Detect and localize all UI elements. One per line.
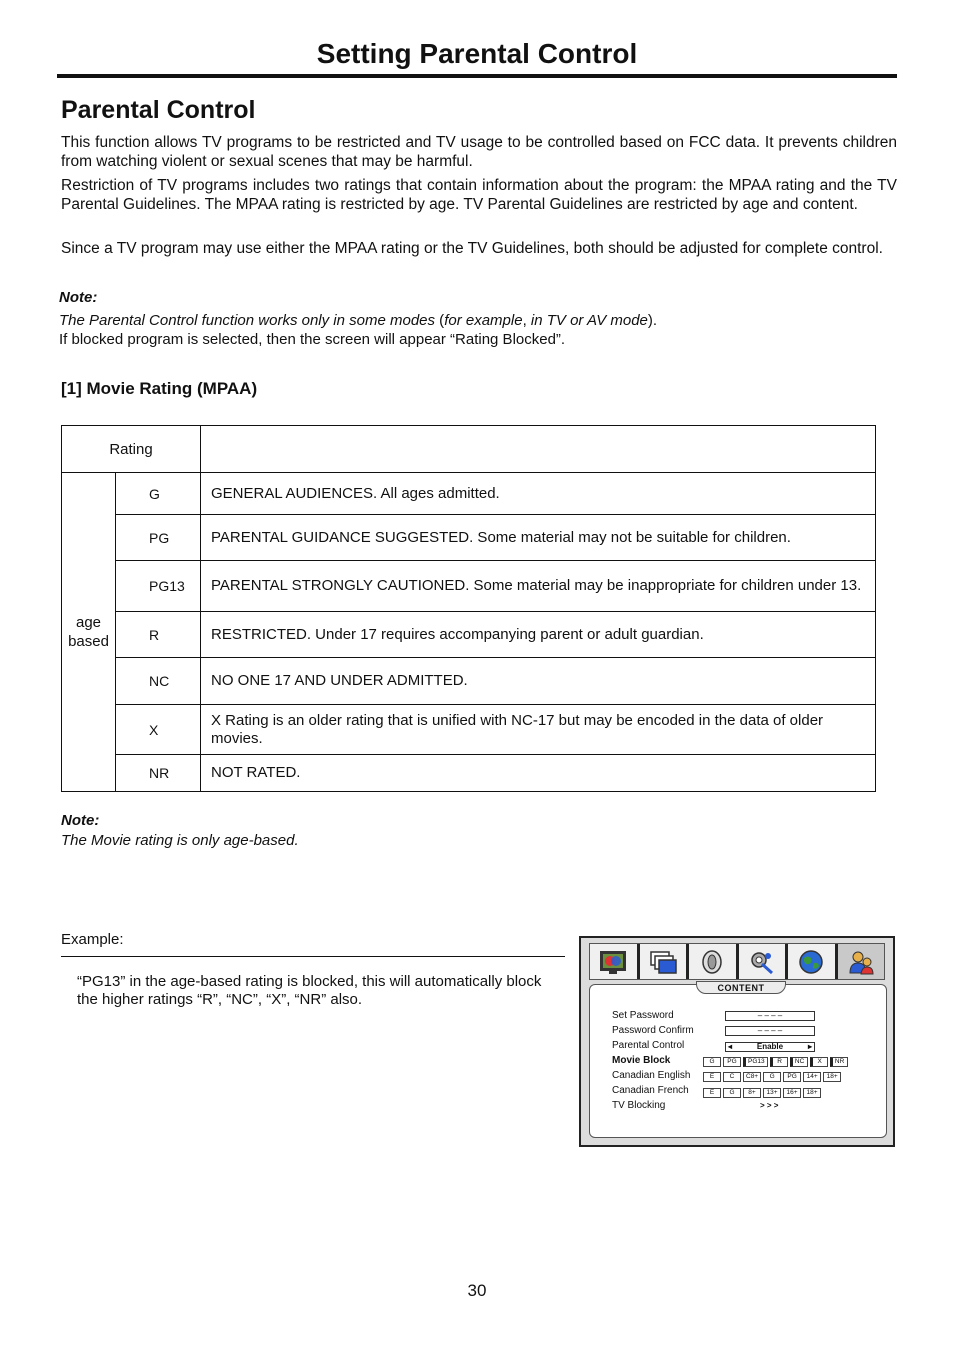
table-row (62, 561, 876, 612)
osd-parental-control-selector[interactable] (725, 1042, 815, 1052)
osd-content-tab[interactable]: CONTENT (696, 981, 786, 994)
example-text: “PG13” in the age-based rating is blocked, this will automatically block the higher ratings “R”, “NC”, “X”, “NR” also. (77, 973, 542, 1008)
movie-chip[interactable]: G (703, 1057, 721, 1067)
note-line-1: The Parental Control function works only in some modes (for example, in TV or AV mode). (59, 312, 658, 329)
can-french-chip[interactable]: G (723, 1088, 741, 1098)
can-french-chip[interactable]: 18+ (803, 1088, 821, 1098)
intro-paragraph-3: Since a TV program may use either the MPAA rating or the TV Guidelines, both should be adjusted for complete control. (61, 240, 883, 257)
can-english-chip[interactable]: C (723, 1072, 741, 1082)
can-french-chip[interactable]: 8+ (743, 1088, 761, 1098)
table-row (62, 705, 876, 755)
movie-chip-blocked[interactable]: X (810, 1057, 828, 1067)
rating-code: X (116, 705, 201, 755)
table-header-rating: Rating (62, 426, 201, 473)
page-number: 30 (467, 1281, 487, 1300)
example-label: Example: (61, 931, 124, 948)
setup-icon[interactable] (736, 944, 786, 979)
rating-code: NR (116, 755, 201, 792)
osd-canadian-french-label: Canadian French (612, 1085, 689, 1096)
can-english-chip[interactable]: PG (783, 1072, 801, 1082)
table-header-description (201, 426, 876, 473)
title-rule (57, 74, 897, 78)
age-based-group-label (62, 473, 116, 792)
sound-icon[interactable] (686, 944, 736, 979)
osd-parental-control-value: Enable (756, 1042, 784, 1051)
movie-chip-blocked[interactable]: NR (830, 1057, 848, 1067)
example-rule (61, 956, 565, 957)
movie-chip-blocked[interactable]: NC (790, 1057, 808, 1067)
rating-description: X Rating is an older rating that is unified with NC-17 but may be encoded in the data of older movies. (201, 705, 876, 755)
note-line-1-part-c: in TV or AV mode (530, 312, 648, 329)
table-row (62, 658, 876, 705)
rating-description: RESTRICTED. Under 17 requires accompanying parent or adult guardian. (201, 612, 876, 658)
note-line-1-part-b: for example (444, 312, 523, 329)
osd-movie-block-label: Movie Block (612, 1055, 671, 1066)
can-english-chip[interactable]: 18+ (823, 1072, 841, 1082)
osd-password-confirm-label: Password Confirm (612, 1025, 694, 1036)
rating-description: GENERAL AUDIENCES. All ages admitted. (201, 473, 876, 515)
table-row (62, 473, 876, 515)
osd-tv-blocking-label: TV Blocking (612, 1100, 666, 1111)
can-french-chip[interactable]: 13+ (763, 1088, 781, 1098)
based-label: based (68, 633, 109, 650)
movie-rating-subheading: [1] Movie Rating (MPAA) (61, 379, 258, 398)
note-line-2: If blocked program is selected, then the screen will appear “Rating Blocked”. (59, 331, 566, 348)
globe-icon[interactable] (785, 944, 835, 979)
movie-chip-blocked[interactable]: PG13 (743, 1057, 768, 1067)
content-icon[interactable] (835, 944, 885, 979)
screen-icon[interactable] (637, 944, 687, 979)
intro-paragraph-2: Restriction of TV programs includes two ratings that contain information about the program: the MPAA rating and the TV Parental Guidelines. The MPAA rating is restricted by age. TV Parental Guidelines are restricted by age and content. (61, 177, 897, 213)
age-label: age (75, 614, 102, 631)
osd-icon-bar (589, 943, 885, 980)
note-label: Note: (59, 289, 98, 306)
intro-paragraph-1: This function allows TV programs to be restricted and TV usage to be controlled based on FCC data. It prevents children from watching violent or sexual scenes that may be harmful. (61, 134, 897, 170)
note-line-1-part-a: The Parental Control function works only in some modes (59, 312, 436, 329)
rating-description: NOT RATED. (201, 755, 876, 792)
rating-code: R (116, 612, 201, 658)
movie-chip[interactable]: PG (723, 1057, 741, 1067)
can-english-chip[interactable]: E (703, 1072, 721, 1082)
rating-description: NO ONE 17 AND UNDER ADMITTED. (201, 658, 876, 705)
osd-canadian-english-chips (703, 1072, 841, 1082)
arrow-left-icon[interactable]: ◂ (728, 1042, 733, 1051)
rating-code: G (116, 473, 201, 515)
can-french-chip[interactable]: E (703, 1088, 721, 1098)
arrow-right-icon[interactable]: ▸ (807, 1042, 812, 1051)
table-row (62, 612, 876, 658)
osd-password-confirm-field[interactable]: – – – – (725, 1026, 815, 1036)
rating-code: PG13 (116, 561, 201, 612)
picture-icon[interactable] (590, 944, 637, 979)
note-2-text: The Movie rating is only age-based. (61, 832, 299, 849)
rating-description: PARENTAL GUIDANCE SUGGESTED. Some material may not be suitable for children. (201, 515, 876, 561)
osd-canadian-french-chips (703, 1088, 821, 1098)
rating-code: NC (116, 658, 201, 705)
note-2-label: Note: (61, 812, 100, 829)
rating-description: PARENTAL STRONGLY CAUTIONED. Some material may be inappropriate for children under 13. (201, 561, 876, 612)
section-heading: Parental Control (61, 96, 256, 124)
can-english-chip[interactable]: 14+ (803, 1072, 821, 1082)
osd-parental-control-label: Parental Control (612, 1040, 685, 1051)
table-row (62, 515, 876, 561)
osd-set-password-label: Set Password (612, 1010, 674, 1021)
osd-set-password-field[interactable]: – – – – (725, 1011, 815, 1021)
can-english-chip[interactable]: C8+ (743, 1072, 761, 1082)
osd-movie-block-chips (703, 1057, 848, 1067)
rating-code: PG (116, 515, 201, 561)
page-title: Setting Parental Control (316, 38, 638, 69)
osd-tv-blocking-arrows[interactable]: > > > (760, 1101, 779, 1110)
movie-chip-blocked[interactable]: R (770, 1057, 788, 1067)
table-header-row (62, 426, 876, 473)
movie-rating-table (61, 425, 876, 792)
can-english-chip[interactable]: G (763, 1072, 781, 1082)
can-french-chip[interactable]: 16+ (783, 1088, 801, 1098)
osd-menu (579, 936, 895, 1147)
osd-canadian-english-label: Canadian English (612, 1070, 691, 1081)
table-row (62, 755, 876, 792)
